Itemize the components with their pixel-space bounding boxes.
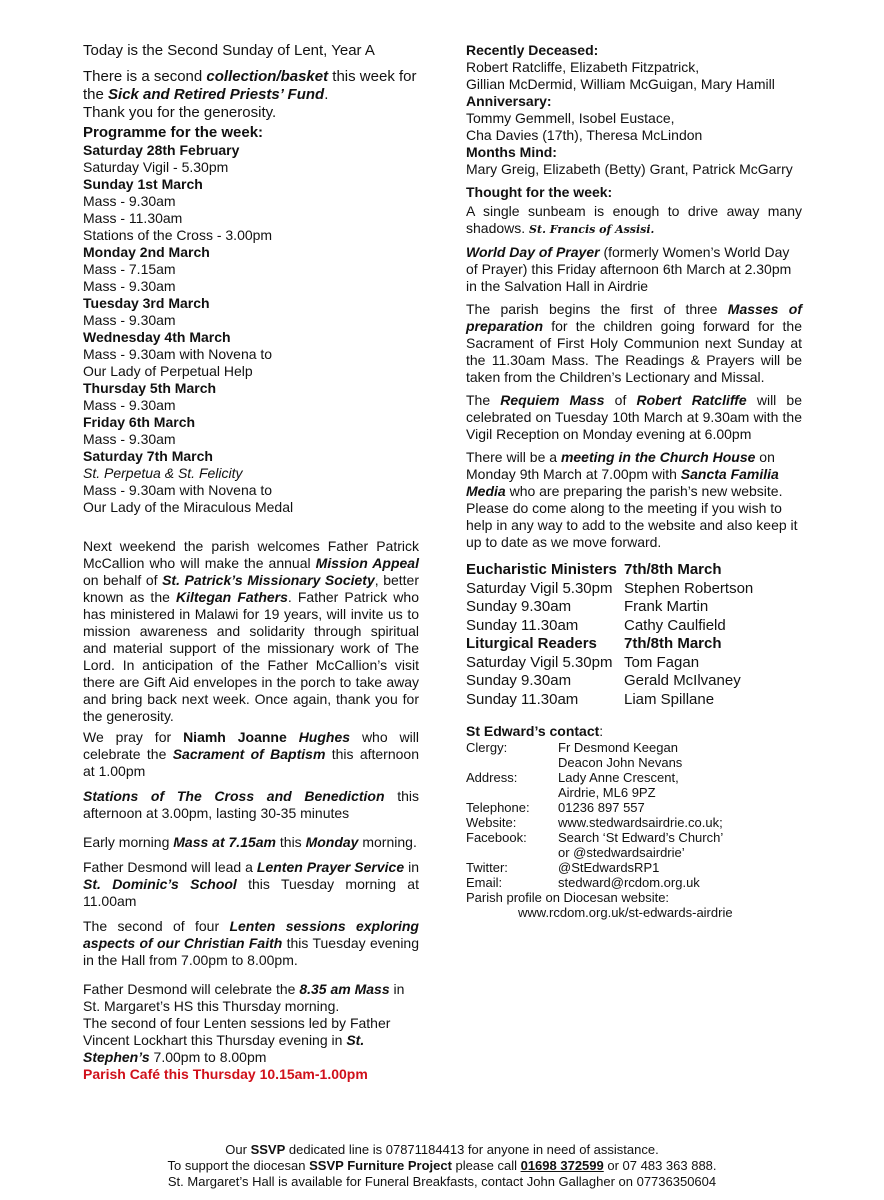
- schedule-line: Mass - 9.30am: [83, 397, 176, 413]
- left-column: [83, 42, 419, 1083]
- text: on behalf of: [83, 572, 163, 588]
- st-stephens-notice: [83, 1015, 419, 1066]
- rota-person: Gerald McIlvaney: [624, 672, 741, 689]
- months-mind-heading: Months Mind:: [466, 144, 557, 160]
- stations-notice: [83, 788, 419, 822]
- ssvp-line: [0, 1142, 884, 1158]
- text: will be celebrated on Tuesday 10th March at 9.30am with the Vigil Reception on Monday evening at 6.00pm: [466, 392, 802, 442]
- text: The: [466, 392, 501, 408]
- text: World Day of Prayer: [466, 244, 600, 260]
- deceased-names: Robert Ratcliffe, Elizabeth Fitzpatrick,: [466, 59, 700, 75]
- text: The parish begins the first of three: [466, 301, 728, 317]
- rota-date: 7th/8th March: [624, 561, 722, 578]
- eucharistic-ministers-rota: [466, 561, 753, 709]
- text: The second of four Lenten sessions led by Father Vincent Lockhart this Thursday evening in: [83, 1015, 391, 1048]
- text: , better known as the: [83, 572, 419, 605]
- rota-person: Stephen Robertson: [624, 579, 754, 597]
- day-heading: Saturday 7th March: [83, 448, 213, 464]
- contact-label: [466, 845, 558, 860]
- contact-row: [466, 755, 723, 770]
- text: Robert Ratcliffe: [636, 392, 747, 408]
- rota-row: [466, 598, 753, 617]
- text: Lenten sessions exploring aspects of our Christian Faith: [83, 918, 419, 951]
- text: SSVP Furniture Project: [309, 1158, 452, 1173]
- contact-value: 01236 897 557: [558, 800, 645, 815]
- text: this: [276, 834, 306, 850]
- rota-person: Liam Spillane: [624, 690, 715, 708]
- day-heading: Saturday 28th February: [83, 142, 240, 158]
- parish-profile-link: www.rcdom.org.uk/st-edwards-airdrie: [518, 905, 733, 920]
- rota-row: [466, 580, 753, 599]
- schedule-line: Mass - 9.30am: [83, 312, 176, 328]
- text: Father Desmond will celebrate the: [83, 981, 300, 997]
- schedule-line: Mass - 7.15am: [83, 261, 176, 277]
- rota-row: [466, 617, 753, 636]
- rota-row: [466, 672, 753, 691]
- rota-date: 7th/8th March: [624, 635, 722, 652]
- day-heading: Wednesday 4th March: [83, 329, 231, 345]
- text: The second of four: [83, 918, 230, 934]
- parish-profile-label: Parish profile on Diocesan website:: [466, 890, 670, 905]
- contact-value: Fr Desmond Keegan: [558, 740, 678, 755]
- text: Mass at 7.15am: [173, 834, 276, 850]
- text: for the children going forward for the Sacrament of First Holy Communion next Sunday at the 11.30am Mass. The Readings & Prayers will be taken from the Children’s Lectionary and Missal.: [466, 318, 802, 385]
- text: Monday: [305, 834, 359, 850]
- rota-time: Sunday 11.30am: [466, 616, 579, 634]
- anniversary-names: Tommy Gemmell, Isobel Eustace,: [466, 110, 675, 126]
- text: in: [404, 859, 419, 875]
- contact-value: Search ‘St Edward’s Church’: [558, 830, 724, 845]
- text: who will celebrate the: [83, 729, 419, 762]
- contact-value: www.stedwardsairdrie.co.uk;: [558, 815, 723, 830]
- text: SSVP: [250, 1142, 286, 1157]
- schedule-line: Mass - 9.30am with Novena to: [83, 482, 273, 498]
- feast-line: St. Perpetua & St. Felicity: [83, 465, 243, 481]
- text: or 07 483 363 888.: [603, 1158, 717, 1173]
- text: Mission Appeal: [315, 555, 419, 571]
- footer: [0, 1142, 884, 1190]
- text: Sancta Familia Media: [466, 466, 779, 499]
- schedule-line: Mass - 11.30am: [83, 210, 183, 226]
- text: Father Desmond will lead a: [83, 859, 257, 875]
- text: Stations of The Cross and Benediction: [83, 788, 385, 804]
- programme-list: [83, 142, 419, 516]
- requiem-mass-notice: [466, 392, 802, 443]
- text: Sacrament of Baptism: [172, 746, 326, 762]
- text: Requiem Mass: [500, 392, 605, 408]
- text: this week for the: [83, 68, 417, 103]
- text: Kiltegan Fathers: [176, 589, 288, 605]
- contact-label: Facebook:: [466, 830, 527, 845]
- day-heading: Thursday 5th March: [83, 380, 217, 396]
- deceased-names: Gillian McDermid, William McGuigan, Mary Hamill: [466, 76, 775, 92]
- day-heading: Sunday 1st March: [83, 176, 203, 192]
- intro-line: Today is the Second Sunday of Lent, Year A: [83, 42, 375, 59]
- rota-time: Sunday 9.30am: [466, 672, 572, 689]
- right-column: [466, 42, 802, 920]
- text: 7.00pm to 8.00pm: [149, 1049, 267, 1065]
- text: morning.: [358, 834, 417, 850]
- rota-time: Saturday Vigil 5.30pm: [466, 579, 613, 597]
- text: collection/basket: [206, 68, 329, 85]
- text: Sick and Retired Priests’ Fund: [108, 86, 325, 103]
- text: this afternoon at 1.00pm: [83, 746, 419, 779]
- hall-line: St. Margaret’s Hall is available for Funeral Breakfasts, contact John Gallagher on 07736350604: [167, 1174, 717, 1189]
- text: St Edward’s contact: [466, 723, 600, 739]
- text: There is a second: [83, 68, 207, 85]
- contact-value: @StEdwardsRP1: [558, 860, 660, 875]
- world-day-of-prayer-notice: [466, 244, 802, 295]
- text: St. Patrick’s Missionary Society: [162, 572, 375, 588]
- text: please call: [451, 1158, 521, 1173]
- schedule-line: Mass - 9.30am with Novena to: [83, 346, 273, 362]
- text: To support the diocesan: [167, 1158, 310, 1173]
- text: Next weekend the parish welcomes Father Patrick McCallion who will make the annual: [83, 538, 419, 571]
- text: dedicated line is 07871184413 for anyone in need of assistance.: [285, 1142, 659, 1157]
- months-mind-names: Mary Greig, Elizabeth (Betty) Grant, Patrick McGarry: [466, 161, 793, 177]
- collection-thanks: Thank you for the generosity.: [83, 104, 277, 121]
- rota-row: [466, 691, 753, 710]
- lenten-prayer-notice: [83, 859, 419, 910]
- text: this afternoon at 3.00pm, lasting 30-35 minutes: [83, 788, 419, 821]
- text: :: [599, 723, 604, 739]
- contact-value: Airdrie, ML6 9PZ: [558, 785, 656, 800]
- schedule-line: Our Lady of Perpetual Help: [83, 363, 253, 379]
- text: Niamh Joanne: [183, 729, 299, 745]
- text: Masses of preparation: [466, 301, 802, 334]
- schedule-line: Mass - 9.30am: [83, 193, 176, 209]
- rota-header: [466, 561, 753, 580]
- contact-row: [466, 860, 723, 875]
- deceased-heading: Recently Deceased:: [466, 42, 599, 58]
- contact-label: [466, 785, 558, 800]
- contact-value: or @stedwardsairdrie’: [558, 845, 685, 860]
- parish-cafe-notice: Parish Café this Thursday 10.15am-1.00pm: [83, 1066, 368, 1082]
- contact-row: [466, 740, 723, 755]
- text: this Tuesday evening in the Hall from 7.00pm to 8.00pm.: [83, 935, 419, 968]
- text: (formerly Women’s World Day of Prayer) this Friday afternoon 6th March at 2.30pm in the Salvation Hall in Airdrie: [466, 244, 792, 294]
- anniversary-heading: Anniversary:: [466, 93, 552, 109]
- schedule-line: Mass - 9.30am: [83, 278, 176, 294]
- text: We pray for: [83, 729, 184, 745]
- anniversary-names: Cha Davies (17th), Theresa McLindon: [466, 127, 703, 143]
- thought-text: [466, 203, 802, 238]
- schedule-line: Saturday Vigil - 5.30pm: [83, 159, 229, 175]
- rota-header: [466, 635, 753, 654]
- phone-number: 01698 372599: [520, 1158, 604, 1173]
- text: in St. Margaret’s HS this Thursday morning.: [83, 981, 405, 1014]
- text: St. Dominic’s School: [83, 876, 237, 892]
- contact-row: [466, 845, 723, 860]
- text: A single sunbeam is enough to drive away many shadows.: [466, 203, 802, 236]
- thought-heading: Thought for the week:: [466, 184, 613, 200]
- quote-attribution: St. Francis of Assisi.: [529, 223, 655, 236]
- contact-label: Telephone:: [466, 800, 530, 815]
- contact-label: [466, 755, 558, 770]
- rota-row: [466, 654, 753, 673]
- text: Early morning: [83, 834, 174, 850]
- collection-notice: [83, 68, 419, 104]
- contact-row: [466, 785, 723, 800]
- contact-value: stedward@rcdom.org.uk: [558, 875, 700, 890]
- rota-person: Cathy Caulfield: [624, 616, 726, 634]
- rota-time: Sunday 11.30am: [466, 690, 579, 708]
- contact-label: Clergy:: [466, 740, 508, 755]
- text: . Father Patrick who has ministered in Malawi for 19 years, will invite us to mission awareness and solidarity through spiritual and material support of the missionary work of The Lord. In anticipation of the Father McCallion’s visit there are Gift Aid envelopes in the porch to take away and bring back next week. Once again, thank you for the generosity.: [83, 589, 419, 724]
- text: 8.35 am Mass: [299, 981, 390, 997]
- text: on Monday 9th March at 7.00pm with: [466, 449, 775, 482]
- rota-time: Sunday 9.30am: [466, 598, 572, 615]
- contact-row: [466, 815, 723, 830]
- lenten-sessions-notice: [83, 918, 419, 969]
- masses-preparation-notice: [466, 301, 802, 386]
- contact-row: [466, 875, 723, 890]
- text: .: [324, 86, 329, 103]
- contact-value: Deacon John Nevans: [558, 755, 683, 770]
- contact-label: Address:: [466, 770, 518, 785]
- contact-row: [466, 830, 723, 845]
- text: Hughes: [298, 729, 351, 745]
- day-heading: Tuesday 3rd March: [83, 295, 210, 311]
- text: There will be a: [466, 449, 561, 465]
- schedule-line: Stations of the Cross - 3.00pm: [83, 227, 273, 243]
- contact-label: Twitter:: [466, 860, 508, 875]
- furniture-project-line: [0, 1158, 884, 1174]
- contact-label: Email:: [466, 875, 503, 890]
- website-meeting-notice: [466, 449, 802, 551]
- text: Lenten Prayer Service: [256, 859, 405, 875]
- contact-value: Lady Anne Crescent,: [558, 770, 679, 785]
- mission-appeal-notice: [83, 538, 419, 725]
- contact-row: [466, 770, 723, 785]
- text: this Tuesday morning at 11.00am: [83, 876, 419, 909]
- text: who are preparing the parish’s new website. Please do come along to the meeting if you wish to help in any way to add to the website and also keep it up to date as we move forward.: [466, 483, 798, 550]
- contact-heading: [466, 723, 802, 740]
- schedule-line: Mass - 9.30am: [83, 431, 176, 447]
- text: meeting in the Church House: [560, 449, 756, 465]
- schedule-line: Our Lady of the Miraculous Medal: [83, 499, 294, 515]
- programme-heading: Programme for the week:: [83, 124, 264, 141]
- rota-heading: Liturgical Readers: [466, 635, 597, 652]
- text: Our: [225, 1142, 251, 1157]
- st-margarets-notice: [83, 981, 419, 1015]
- rota-person: Frank Martin: [624, 598, 709, 615]
- baptism-notice: [83, 729, 419, 780]
- text: of: [604, 392, 637, 408]
- contact-label: Website:: [466, 815, 517, 830]
- early-mass-notice: [83, 834, 419, 851]
- rota-time: Saturday Vigil 5.30pm: [466, 653, 613, 671]
- day-heading: Monday 2nd March: [83, 244, 210, 260]
- rota-person: Tom Fagan: [624, 653, 700, 671]
- text: St. Stephen’s: [83, 1032, 365, 1065]
- day-heading: Friday 6th March: [83, 414, 196, 430]
- contact-row: [466, 800, 723, 815]
- rota-heading: Eucharistic Ministers: [466, 561, 617, 578]
- contact-table: [466, 740, 723, 890]
